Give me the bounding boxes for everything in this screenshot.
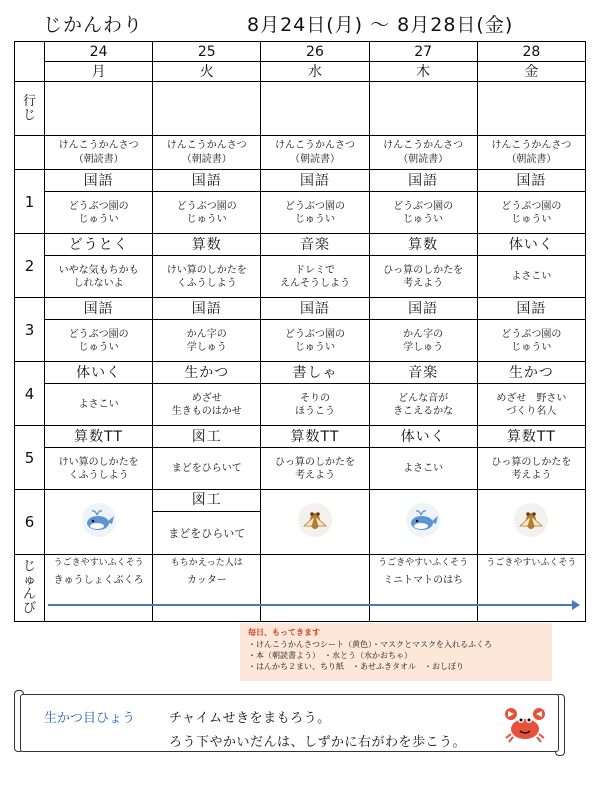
lesson-topic-cell: ひっ算のしかたを 考えよう: [261, 448, 369, 490]
day-of-week: 金: [477, 62, 585, 82]
subject-cell: 生かつ: [153, 362, 261, 384]
period6-split: [153, 490, 260, 554]
lesson-topic-cell: ひっ算のしかたを 考えよう: [369, 256, 477, 298]
junbi-label: [15, 555, 45, 622]
morning-check-cell: けんこうかんさつ （朝読書）: [153, 136, 261, 170]
subject-cell: 国語: [369, 298, 477, 320]
lesson-topic-cell: かん字の 学しゅう: [153, 320, 261, 362]
junbi-item: ミニトマトのはち: [383, 575, 464, 586]
subject-cell: 国語: [153, 170, 261, 192]
gyoji-cell: [369, 82, 477, 136]
junbi-cell: [153, 555, 261, 622]
morning-check-cell: けんこうかんさつ （朝読書）: [45, 136, 153, 170]
junbi-cell: [45, 555, 153, 622]
period6-cell: [477, 490, 585, 555]
morning-check-cell: けんこうかんさつ （朝読書）: [369, 136, 477, 170]
junbi-item: うごきやすいふくそう: [53, 558, 144, 568]
lesson-topic-cell: どうぶつ園の じゅうい: [153, 192, 261, 234]
period6-cell: [261, 490, 369, 555]
lesson-topic-cell: けい算のしかたを くふうしよう: [153, 256, 261, 298]
whale-icon: [405, 523, 441, 542]
lesson-topic-cell: よさこい: [477, 256, 585, 298]
junbi-item: うごきやすいふくそう: [486, 558, 577, 568]
subject-cell: 国語: [477, 170, 585, 192]
notice-line: ・けんこうかんさつシート（黄色）・マスクとマスクを入れるふくろ: [248, 640, 492, 649]
lesson-topic-cell: どうぶつ園の じゅうい: [261, 320, 369, 362]
subject-cell: 音楽: [261, 234, 369, 256]
subject-cell: 算数: [153, 234, 261, 256]
goal-line-2: ろう下やかいだんは、しずかに右がわを歩こう。: [169, 735, 467, 750]
junbi-cell: [261, 555, 369, 622]
day-of-week: 木: [369, 62, 477, 82]
goal-label: 生かつ目ひょう: [44, 711, 136, 726]
junbi-cell: [477, 555, 585, 622]
lesson-topic-cell: けい算のしかたを くふうしよう: [45, 448, 153, 490]
subject-cell: 国語: [261, 170, 369, 192]
subject-cell: 体いく: [477, 234, 585, 256]
lesson-topic-cell: よさこい: [369, 448, 477, 490]
lesson-topic-cell: どうぶつ園の じゅうい: [477, 192, 585, 234]
goal-banner: [14, 690, 565, 756]
lesson-topic-cell: どうぶつ園の じゅうい: [261, 192, 369, 234]
timetable: [14, 41, 586, 622]
page-title: じかんわり: [43, 14, 144, 36]
day-date: 28: [477, 42, 585, 62]
morning-check-cell: けんこうかんさつ （朝読書）: [477, 136, 585, 170]
daily-items-notice: [240, 623, 552, 681]
subject-cell: 音楽: [369, 362, 477, 384]
subject-cell: 国語: [45, 170, 153, 192]
corner-cell: [15, 42, 45, 82]
subject-cell: 国語: [369, 170, 477, 192]
period-number: 4: [15, 362, 45, 426]
lesson-topic-cell: どうぶつ園の じゅうい: [45, 320, 153, 362]
subject-cell: 図工: [153, 490, 260, 512]
lesson-topic-cell: どうぶつ園の じゅうい: [45, 192, 153, 234]
period6-cell: [153, 490, 261, 555]
day-date: 27: [369, 42, 477, 62]
junbi-item: カッター: [186, 575, 227, 586]
lesson-topic-cell: まどをひらいて: [168, 527, 246, 540]
gyoji-label-text: 行じ: [22, 93, 36, 123]
period-number: 2: [15, 234, 45, 298]
subject-cell: 体いく: [369, 426, 477, 448]
period-number: 5: [15, 426, 45, 490]
lesson-topic-cell: めざせ 野さい づくり名人: [477, 384, 585, 426]
gyoji-cell: [153, 82, 261, 136]
week-arrow: [48, 604, 576, 606]
notice-line: ・本（朝読書よう） ・水とう（水かおちゃ）: [248, 651, 412, 660]
junbi-label-text: じゅんび: [22, 559, 36, 616]
subject-cell: 算数: [369, 234, 477, 256]
notice-line: ・はんかち２まい、ちり紙 ・あせふきタオル ・おしぼり: [248, 662, 464, 671]
subject-cell: 算数TT: [45, 426, 153, 448]
lesson-topic-cell: かん字の 学しゅう: [369, 320, 477, 362]
lesson-topic-cell: ドレミで えんそうしよう: [261, 256, 369, 298]
subject-cell: 書しゃ: [261, 362, 369, 384]
day-date: 26: [261, 42, 369, 62]
lesson-topic-cell: めざせ 生きものはかせ: [153, 384, 261, 426]
junbi-cell: [369, 555, 477, 622]
gyoji-cell: [261, 82, 369, 136]
subject-cell: 国語: [153, 298, 261, 320]
subject-cell: 国語: [45, 298, 153, 320]
notice-title: 毎日、もってきます: [248, 628, 320, 637]
period-number: 1: [15, 170, 45, 234]
lesson-topic-cell: ひっ算のしかたを 考えよう: [477, 448, 585, 490]
period-number: 6: [15, 490, 45, 555]
lesson-topic-cell: いやな気もちかも しれないよ: [45, 256, 153, 298]
subject-cell: どうとく: [45, 234, 153, 256]
day-of-week: 月: [45, 62, 153, 82]
junbi-item: もちかえった人は: [170, 558, 243, 568]
day-date: 25: [153, 42, 261, 62]
subject-cell: 国語: [477, 298, 585, 320]
gyoji-label: [15, 82, 45, 136]
subject-cell: 算数TT: [261, 426, 369, 448]
cicada-icon: [513, 523, 549, 542]
gyoji-cell: [45, 82, 153, 136]
day-of-week: 水: [261, 62, 369, 82]
subject-cell: 国語: [261, 298, 369, 320]
date-range: 8月24日(月) ～ 8月28日(金): [247, 14, 514, 36]
crab-icon: [502, 704, 548, 744]
cicada-icon: [297, 523, 333, 542]
period6-cell: [45, 490, 153, 555]
subject-cell: 体いく: [45, 362, 153, 384]
day-of-week: 火: [153, 62, 261, 82]
lesson-topic-cell: どうぶつ園の じゅうい: [477, 320, 585, 362]
lesson-topic-cell: どんな音が きこえるかな: [369, 384, 477, 426]
day-date: 24: [45, 42, 153, 62]
morning-check-cell: けんこうかんさつ （朝読書）: [261, 136, 369, 170]
gyoji-cell: [477, 82, 585, 136]
period6-cell: [369, 490, 477, 555]
subject-cell: 算数TT: [477, 426, 585, 448]
morning-side-cell: [15, 136, 45, 170]
lesson-topic-cell: どうぶつ園の じゅうい: [369, 192, 477, 234]
junbi-item: きゅうしょくぶくろ: [53, 575, 144, 586]
goal-line-1: チャイムせきをまもろう。: [169, 711, 331, 726]
lesson-topic-cell: そりの ほうこう: [261, 384, 369, 426]
lesson-topic-cell: まどをひらいて: [153, 448, 261, 490]
junbi-item: うごきやすいふくそう: [378, 558, 469, 568]
subject-cell: 図工: [153, 426, 261, 448]
subject-cell: 生かつ: [477, 362, 585, 384]
lesson-topic-cell: よさこい: [45, 384, 153, 426]
whale-icon: [81, 523, 117, 542]
period-number: 3: [15, 298, 45, 362]
